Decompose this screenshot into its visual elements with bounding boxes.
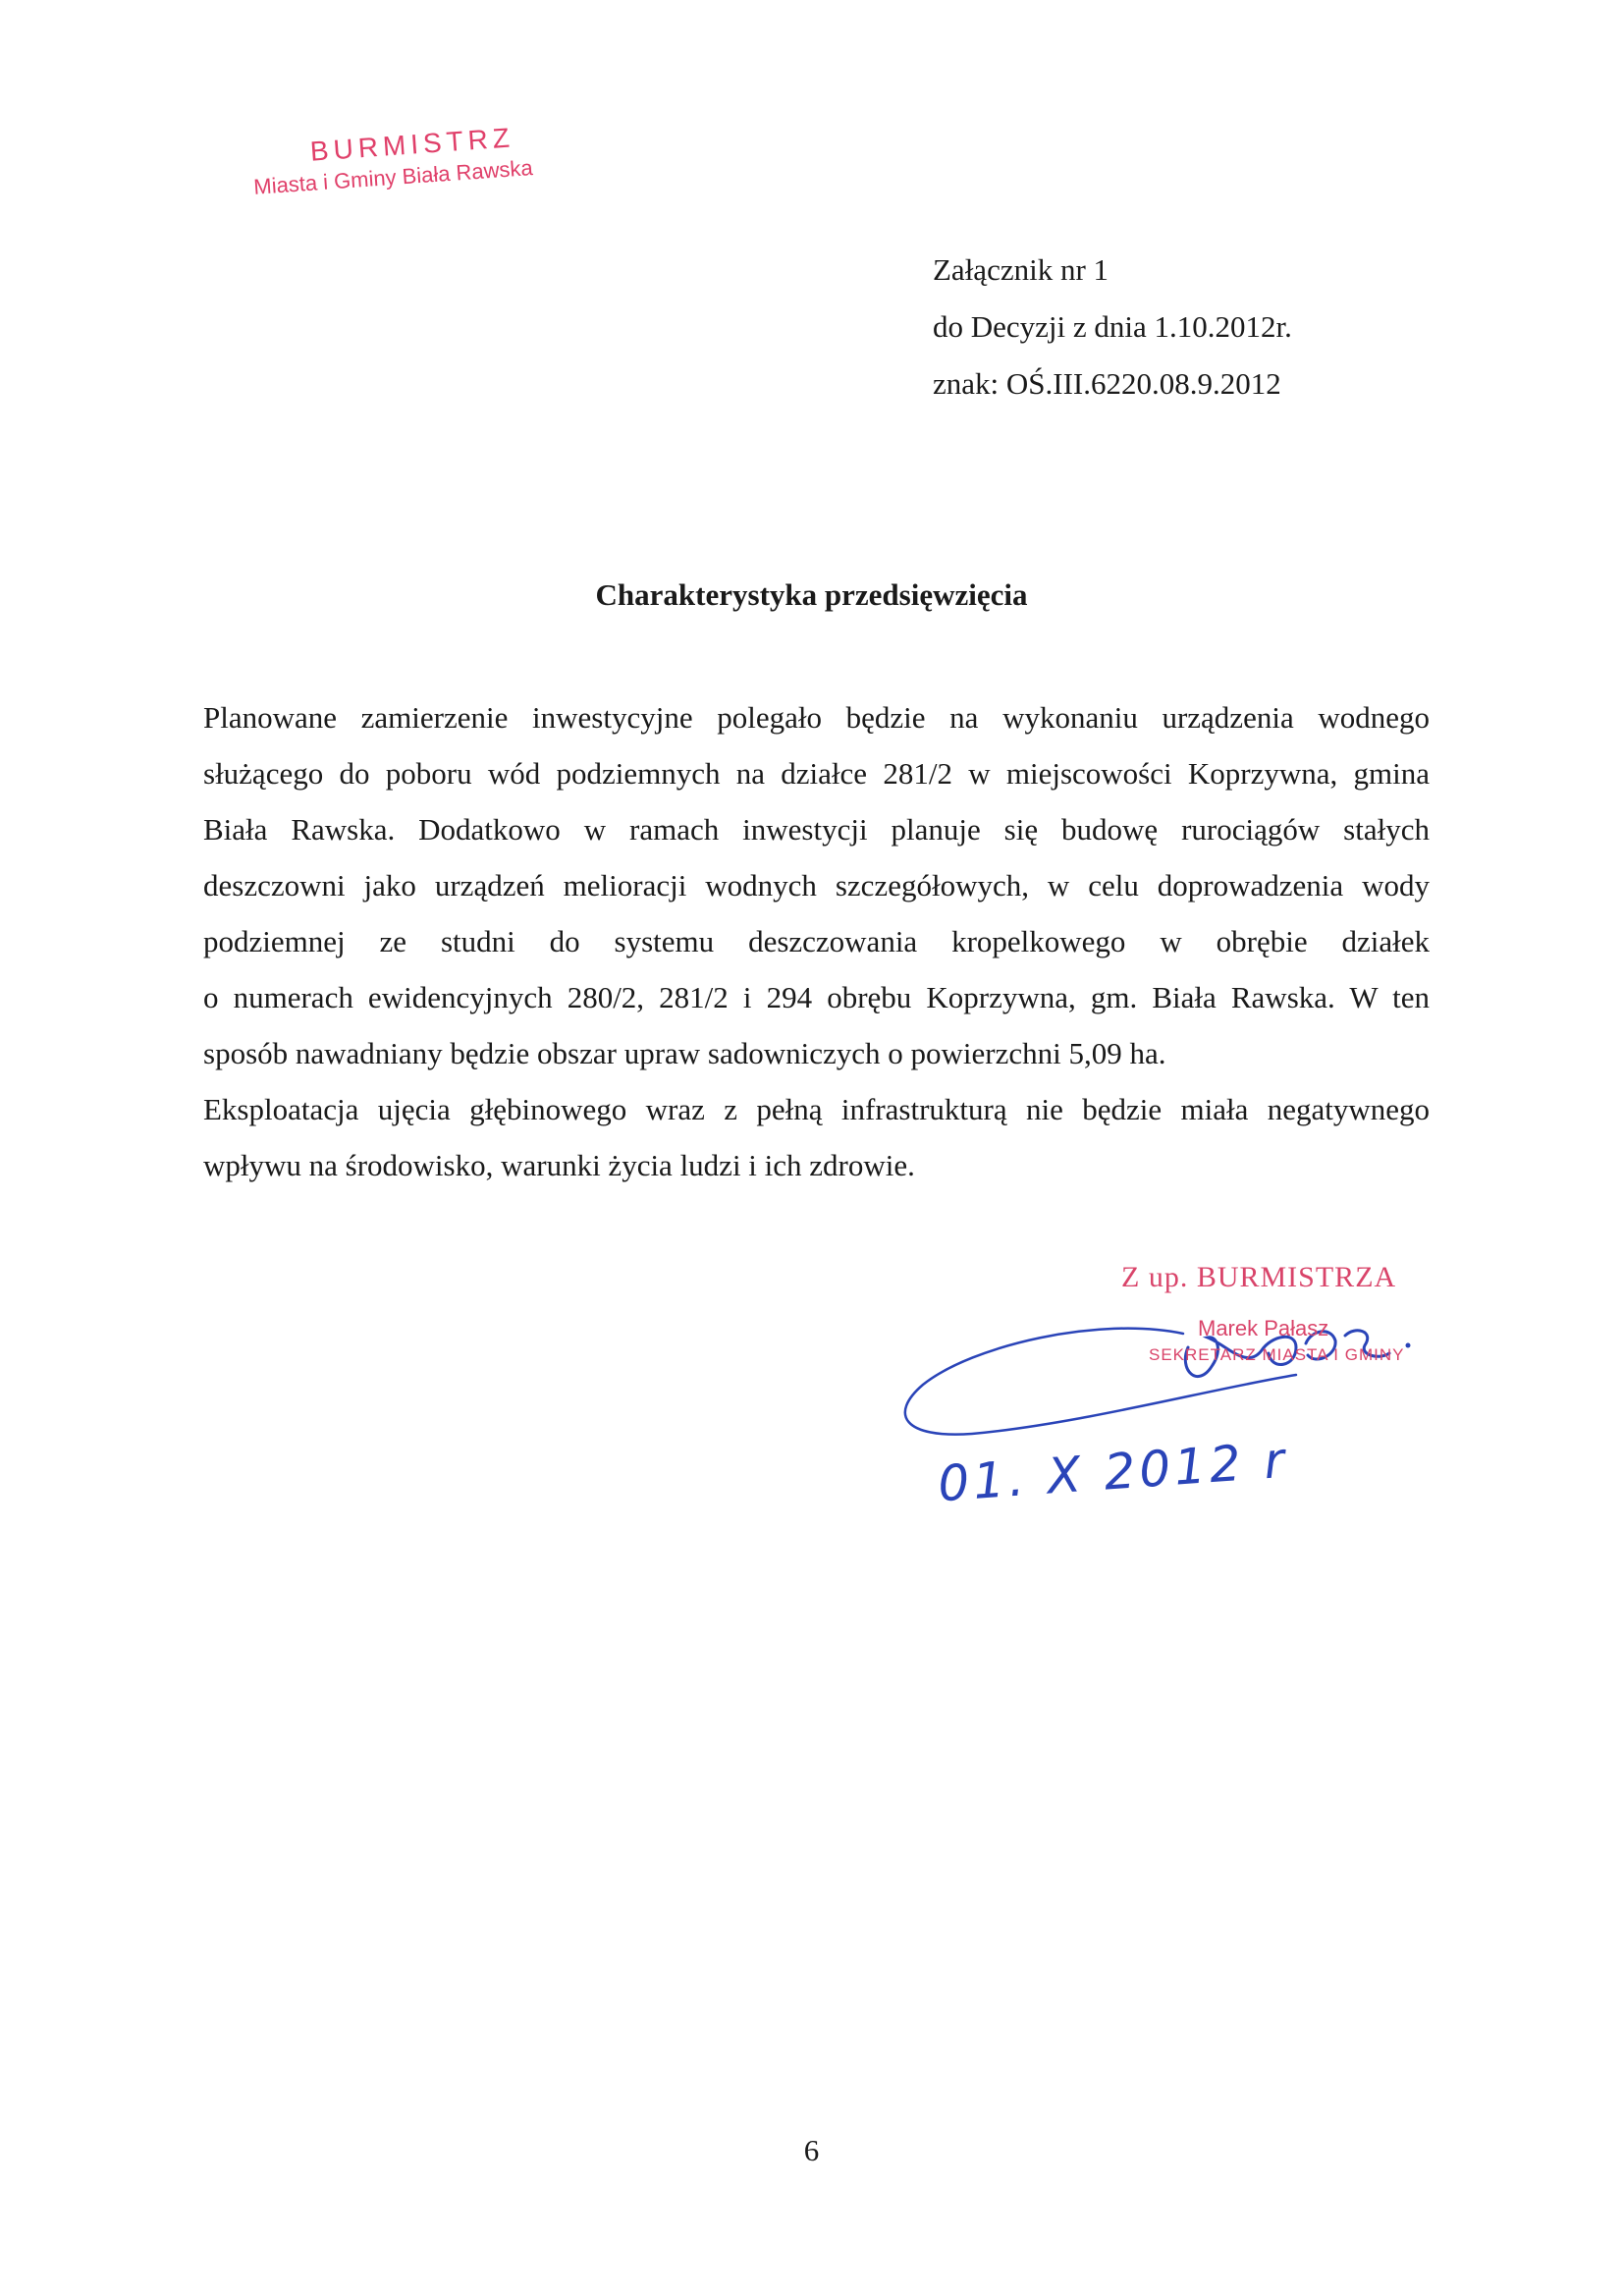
attachment-reference (933, 242, 1292, 412)
handwritten-date: 01. X 2012 r (936, 1431, 1290, 1513)
page-number: 6 (803, 2133, 820, 2167)
body-line: podziemnej ze studni do systemu deszczowania kropelkowego w obrębie działek (203, 924, 1430, 958)
body-line: Eksploatacja ujęcia głębinowego wraz z pełną infrastrukturą nie będzie miała negatywnego (203, 1092, 1430, 1126)
body-line: służącego do poboru wód podziemnych na działce 281/2 w miejscowości Koprzywna, gmina (203, 756, 1430, 791)
attachment-sign: znak: OŚ.III.6220.08.9.2012 (933, 366, 1281, 401)
stamp-subtitle: Miasta i Gminy Biała Rawska (252, 155, 534, 199)
body-line: deszczowni jako urządzeń melioracji wodnych szczegółowych, w celu doprowadzenia wody (203, 868, 1430, 902)
signatory-name: Marek Pałasz (1198, 1316, 1329, 1340)
stamp-title: BURMISTRZ (308, 122, 515, 167)
signature-stamp (1119, 1261, 1443, 1365)
body-text (203, 689, 1430, 1193)
signature-title: Z up. BURMISTRZA (1121, 1261, 1397, 1293)
attachment-decision-date: do Decyzji z dnia 1.10.2012r. (933, 309, 1292, 344)
signatory-role: SEKRETARZ MIASTA I GMINY (1149, 1345, 1405, 1364)
body-line: Biała Rawska. Dodatkowo w ramach inwestycji planuje się budowę rurociągów stałych (203, 812, 1430, 847)
body-line: o numerach ewidencyjnych 280/2, 281/2 i 294 obrębu Koprzywna, gm. Biała Rawska. W ten (203, 980, 1430, 1014)
body-line: Planowane zamierzenie inwestycyjne polegało będzie na wykonaniu urządzenia wodnego (203, 700, 1430, 735)
document-heading: Charakterystyka przedsięwzięcia (595, 577, 1028, 612)
body-line: wpływu na środowisko, warunki życia ludzi i ich zdrowie. (203, 1148, 915, 1182)
body-line: sposób nawadniany będzie obszar upraw sadowniczych o powierzchni 5,09 ha. (203, 1036, 1166, 1070)
attachment-number: Załącznik nr 1 (933, 252, 1109, 287)
header-stamp (250, 115, 608, 202)
